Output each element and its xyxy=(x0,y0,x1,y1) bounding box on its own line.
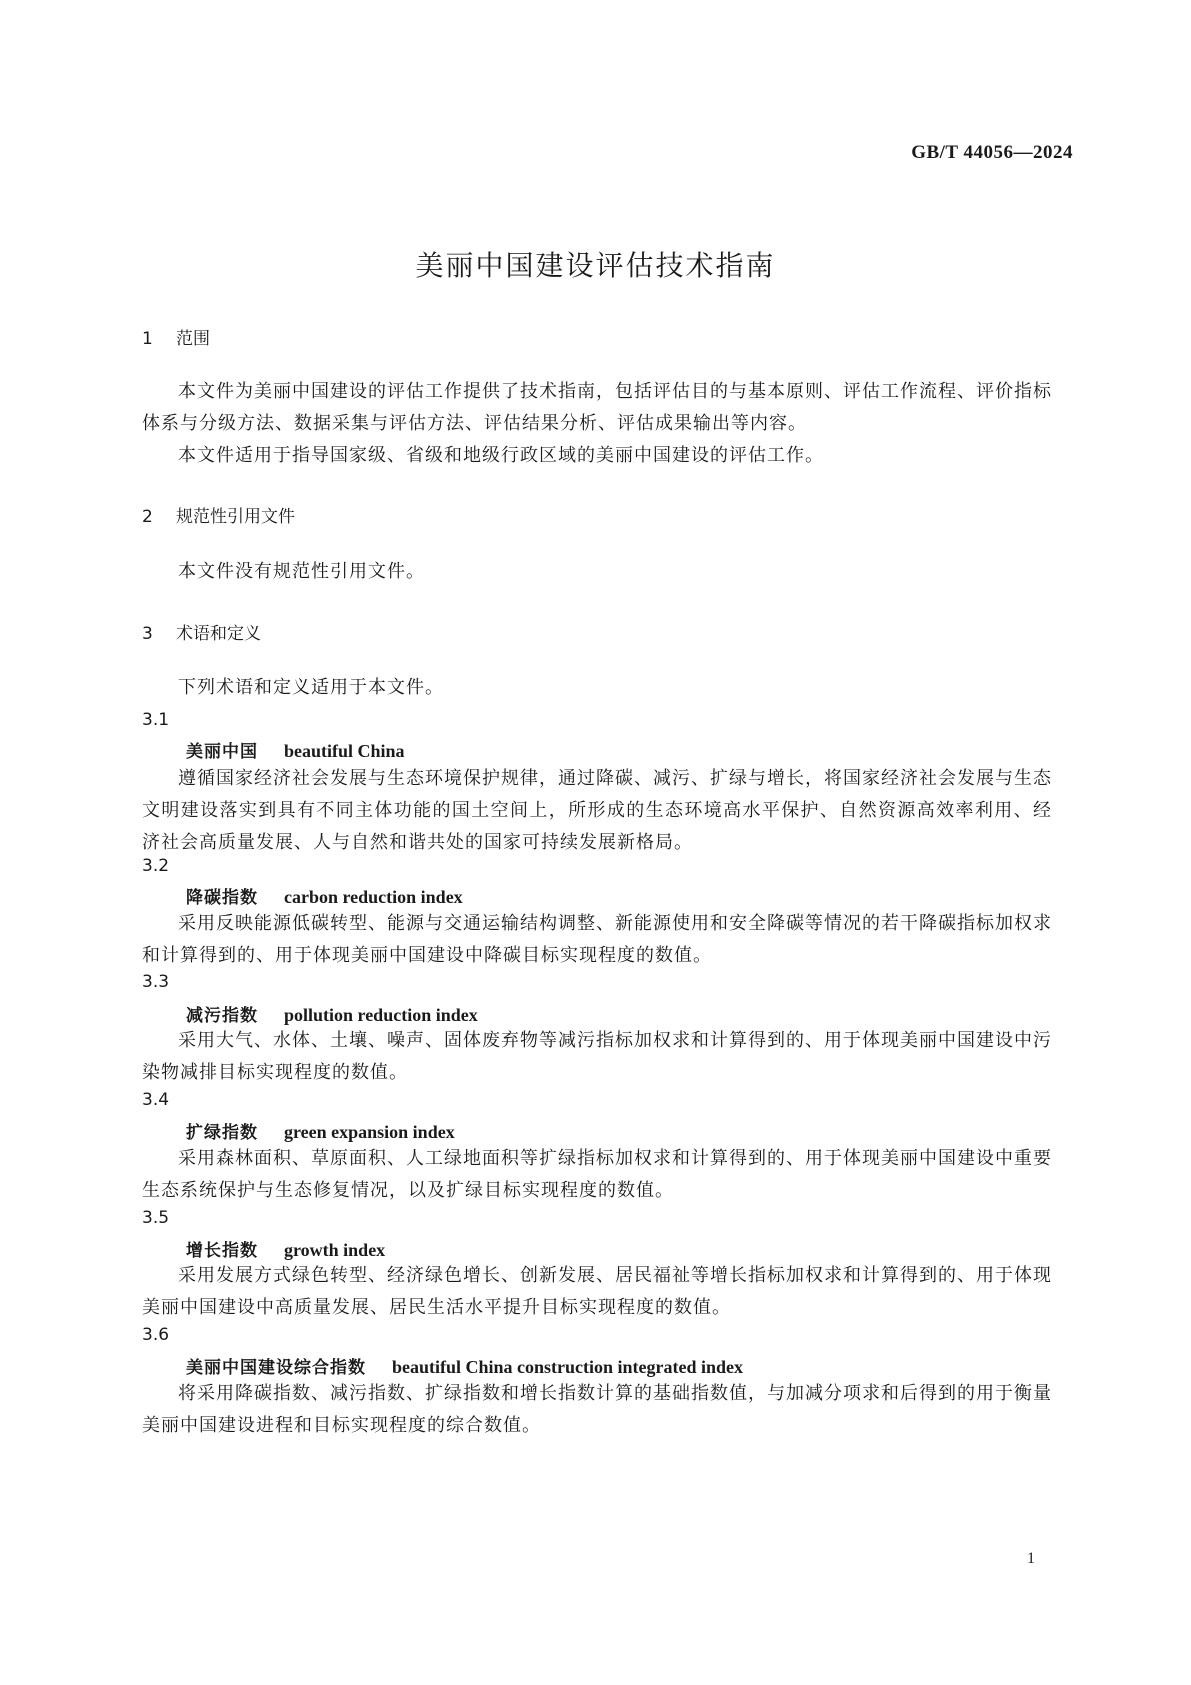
term-en: carbon reduction index xyxy=(284,887,463,907)
section-3-paragraph-1: 下列术语和定义适用于本文件。 xyxy=(178,677,444,698)
term-heading xyxy=(186,1118,455,1143)
term-number: 3.2 xyxy=(142,856,170,876)
page-number: 1 xyxy=(1027,1550,1035,1567)
term-number: 3.6 xyxy=(142,1325,170,1345)
section-1-paragraph-1: 本文件为美丽中国建设的评估工作提供了技术指南，包括评估目的与基本原则、评估工作流程、评价指标体系与分级方法、数据采集与评估方法、评估结果分析、评估成果输出等内容。 xyxy=(142,381,1052,434)
term-number: 3.4 xyxy=(142,1090,170,1110)
term-en: beautiful China construction integrated index xyxy=(392,1357,744,1377)
term-number: 3.1 xyxy=(142,710,170,730)
term-en: beautiful China xyxy=(284,741,405,761)
term-definition: 采用森林面积、草原面积、人工绿地面积等扩绿指标加权求和计算得到的、用于体现美丽中国建设中重要生态系统保护与生态修复情况，以及扩绿目标实现程度的数值。 xyxy=(142,1148,1052,1201)
term-en: growth index xyxy=(284,1240,386,1260)
term-definition: 将采用降碳指数、减污指数、扩绿指数和增长指数计算的基础指数值，与加减分项求和后得到的用于衡量美丽中国建设进程和目标实现程度的综合数值。 xyxy=(142,1383,1052,1436)
section-title: 术语和定义 xyxy=(176,624,261,644)
term-zh: 扩绿指数 xyxy=(186,1123,258,1143)
term-heading xyxy=(186,1236,385,1261)
section-number: 1 xyxy=(142,329,153,349)
section-2-heading xyxy=(142,502,295,527)
document-title: 美丽中国建设评估技术指南 xyxy=(415,249,776,282)
term-zh: 增长指数 xyxy=(186,1241,258,1261)
section-1-heading xyxy=(142,324,210,349)
term-heading xyxy=(186,1353,743,1378)
section-3-heading xyxy=(142,619,261,644)
term-heading xyxy=(186,1001,478,1026)
term-heading xyxy=(186,737,405,762)
term-definition: 遵循国家经济社会发展与生态环境保护规律，通过降碳、减污、扩绿与增长，将国家经济社会发展与生态文明建设落实到具有不同主体功能的国土空间上，所形成的生态环境高水平保护、自然资源高效率利用、经济社会高质量发展、人与自然和谐共处的国家可持续发展新格局。 xyxy=(142,768,1052,853)
term-zh: 降碳指数 xyxy=(186,888,258,908)
term-zh: 减污指数 xyxy=(186,1006,258,1026)
term-zh: 美丽中国建设综合指数 xyxy=(186,1358,366,1378)
section-1-paragraph-2: 本文件适用于指导国家级、省级和地级行政区域的美丽中国建设的评估工作。 xyxy=(178,445,824,466)
term-definition: 采用大气、水体、土壤、噪声、固体废弃物等减污指标加权求和计算得到的、用于体现美丽中国建设中污染物减排目标实现程度的数值。 xyxy=(142,1030,1052,1083)
term-number: 3.3 xyxy=(142,972,170,992)
standard-code: GB/T 44056—2024 xyxy=(911,142,1073,163)
term-en: pollution reduction index xyxy=(284,1005,478,1025)
term-definition: 采用反映能源低碳转型、能源与交通运输结构调整、新能源使用和安全降碳等情况的若干降碳指标加权求和计算得到的、用于体现美丽中国建设中降碳目标实现程度的数值。 xyxy=(142,913,1052,966)
section-title: 范围 xyxy=(176,329,210,349)
term-definition: 采用发展方式绿色转型、经济绿色增长、创新发展、居民福祉等增长指标加权求和计算得到的、用于体现美丽中国建设中高质量发展、居民生活水平提升目标实现程度的数值。 xyxy=(142,1265,1052,1318)
term-heading xyxy=(186,883,463,908)
section-2-paragraph-1: 本文件没有规范性引用文件。 xyxy=(178,561,425,582)
section-number: 3 xyxy=(142,624,153,644)
section-number: 2 xyxy=(142,507,153,527)
term-en: green expansion index xyxy=(284,1122,455,1142)
term-zh: 美丽中国 xyxy=(186,742,258,762)
term-number: 3.5 xyxy=(142,1208,170,1228)
section-title: 规范性引用文件 xyxy=(176,507,295,527)
